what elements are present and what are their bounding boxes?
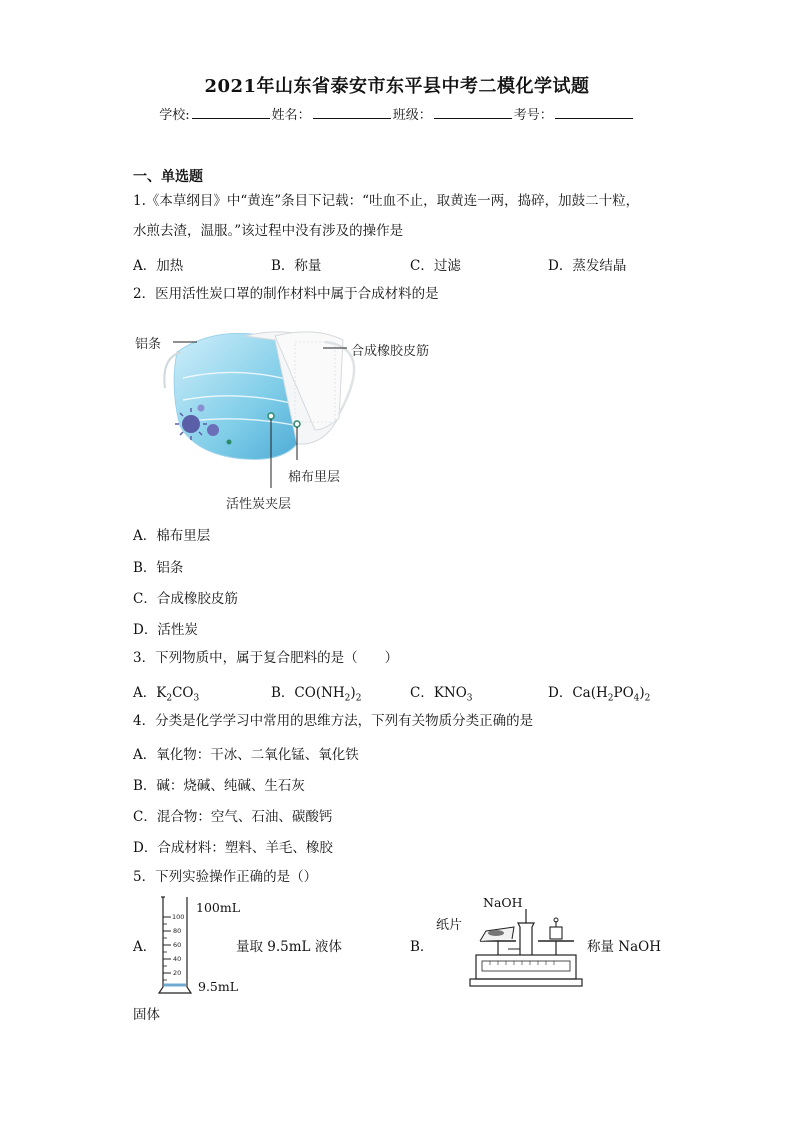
q1-option-a: A．加热 <box>133 258 184 274</box>
q4-option-a: A．氧化物：干冰、二氧化锰、氧化铁 <box>133 747 359 763</box>
tick-label: 60 <box>173 941 182 949</box>
q5-option-a-label: A． <box>133 939 157 955</box>
name-blank <box>313 107 391 119</box>
q5-option-b-text: 称量 NaOH <box>587 939 661 955</box>
number-blank <box>555 107 633 119</box>
cylinder-top-label: 100mL <box>196 900 241 915</box>
q2-option-d: D．活性炭 <box>133 622 198 638</box>
q5-option-b-continuation: 固体 <box>133 1007 160 1023</box>
q3-stem: 3．下列物质中，属于复合肥料的是（ ） <box>133 650 399 666</box>
tick-label: 40 <box>173 955 182 963</box>
q5-option-b-label: B． <box>410 939 434 955</box>
q1-option-d: D．蒸发结晶 <box>548 258 627 274</box>
class-blank <box>434 107 512 119</box>
q4-stem: 4．分类是化学学习中常用的思维方法，下列有关物质分类正确的是 <box>133 713 534 729</box>
q4-option-c: C．混合物：空气、石油、碳酸钙 <box>133 809 333 825</box>
school-label: 学校: <box>159 108 190 123</box>
q3-option-c: C．$KNO_3$ <box>410 685 473 704</box>
label-cotton-layer: 棉布里层 <box>288 470 341 485</box>
balance-scale-icon <box>468 905 584 989</box>
q2-option-c: C．合成橡胶皮筋 <box>133 591 238 607</box>
q1-line2: 水煎去渣，温服。”该过程中没有涉及的操作是 <box>133 223 404 239</box>
q1-option-b: B．称量 <box>271 258 322 274</box>
q3-option-a: A．$K_2CO_3$ <box>133 685 200 704</box>
label-aluminum-strip: 铝条 <box>135 337 162 352</box>
cylinder-bottom-label: 9.5mL <box>198 979 239 994</box>
number-label: 考号： <box>513 108 553 123</box>
class-label: 班级： <box>392 108 432 123</box>
section-heading: 一、单选题 <box>133 169 203 185</box>
q3-option-b: B．$CO(NH_2)_2$ <box>271 685 362 704</box>
q1-option-c: C．过滤 <box>410 258 461 274</box>
paper-label: 纸片 <box>436 918 463 933</box>
q5-stem: 5．下列实验操作正确的是（） <box>133 869 318 885</box>
q2-option-b: B．铝条 <box>133 560 184 576</box>
label-carbon-layer: 活性炭夹层 <box>226 497 292 512</box>
q2-stem: 2．医用活性炭口罩的制作材料中属于合成材料的是 <box>133 286 439 302</box>
naoh-label: NaOH <box>483 895 523 910</box>
tick-label: 100 <box>172 913 185 921</box>
label-rubber-band: 合成橡胶皮筋 <box>351 344 430 359</box>
q1-line1: 1.《本草纲目》中“黄连”条目下记载：“吐血不止，取黄连一两，捣碎，加鼓二十粒， <box>133 193 640 209</box>
q5-option-a-text: 量取 9.5mL 液体 <box>236 939 342 955</box>
page-title: 2021年山东省泰安市东平县中考二模化学试题 <box>204 76 590 97</box>
student-info-line <box>0 104 794 123</box>
name-label: 姓名： <box>271 108 311 123</box>
q4-option-b: B．碱：烧碱、纯碱、生石灰 <box>133 778 305 794</box>
q2-option-a: A．棉布里层 <box>133 528 211 544</box>
graduated-cylinder-icon <box>155 893 195 998</box>
tick-label: 80 <box>173 927 182 935</box>
q3-option-d: D．$Ca(H_2PO_4)_2$ <box>548 685 651 704</box>
tick-label: 20 <box>173 969 182 977</box>
school-blank <box>192 107 270 119</box>
q4-option-d: D．合成材料：塑料、羊毛、橡胶 <box>133 840 333 856</box>
